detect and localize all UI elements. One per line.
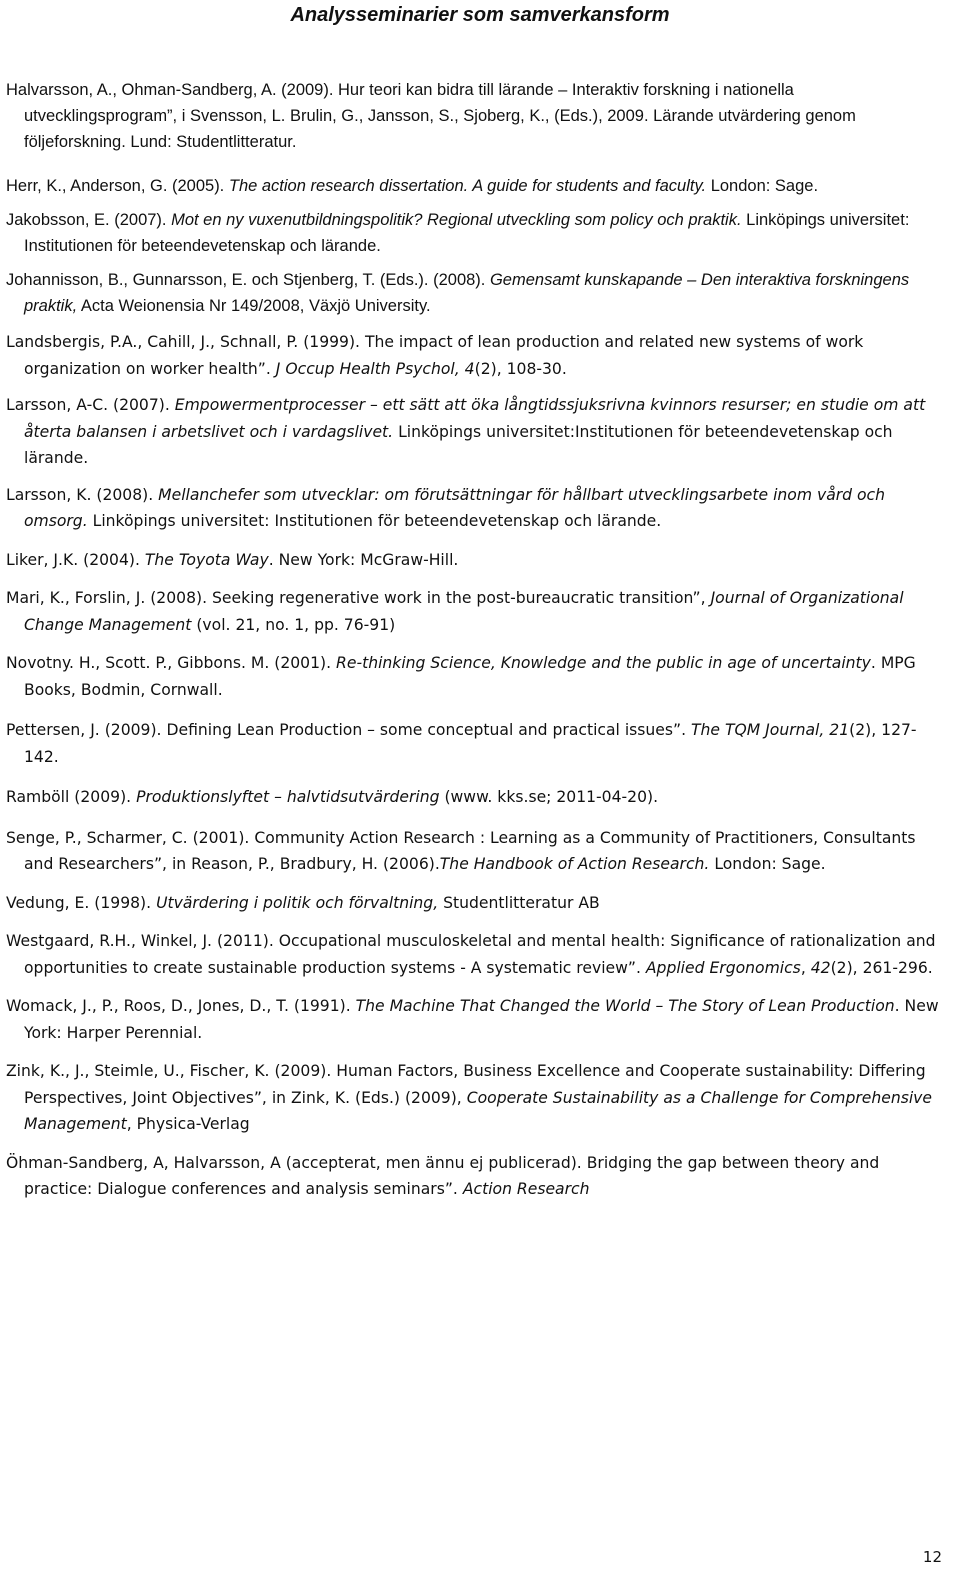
reference-entry <box>6 928 946 981</box>
reference-entry <box>6 993 946 1046</box>
reference-title-italic: Cooperate Sustainability as a Challenge for Comprehensive Management <box>24 1088 932 1133</box>
reference-title-italic: The Toyota Way <box>144 550 269 569</box>
reference-text: Halvarsson, A., Ohman-Sandberg, A. (2009). Hur teori kan bidra till lärande – Interaktiv forskning i nationella utvecklingsprogram”, i Svensson, L. Brulin, G., Jansson, S., Sjoberg, K., (Eds.), 2009. Lärande utvärdering genom följeforskning. Lund: Studentlitteratur. <box>6 81 856 151</box>
reference-entry <box>6 482 946 535</box>
reference-entry <box>6 267 946 319</box>
reference-title-italic: 42 <box>810 958 831 977</box>
reference-entry <box>6 77 946 155</box>
reference-text: Senge, P., Scharmer, C. (2001). Community Action Research : Learning as a Community of Practitioners, Consultants and Researchers”, in Reason, P., Bradbury, H. (2006). <box>6 828 916 873</box>
reference-entry <box>6 890 946 917</box>
reference-text: Westgaard, R.H., Winkel, J. (2011). Occupational musculoskeletal and mental health: Significance of rationalization and opportunities to create sustainable production systems - A systematic review”. <box>6 932 936 977</box>
reference-text: . New York: Harper Perennial. <box>24 997 939 1042</box>
reference-title-italic: The action research dissertation. A guide for students and faculty. <box>228 177 707 195</box>
reference-title-italic: Journal of Organizational Change Management <box>24 589 904 634</box>
reference-text: (2), 108-30. <box>474 359 567 378</box>
reference-text: London: Sage. <box>706 177 819 195</box>
reference-title-italic: Applied Ergonomics <box>645 958 801 977</box>
reference-entry <box>6 392 946 472</box>
reference-entry <box>6 585 946 638</box>
reference-title-italic: Action Research <box>462 1180 590 1198</box>
reference-text: (vol. 21, no. 1, pp. 76-91) <box>191 615 396 634</box>
reference-entry <box>6 173 946 199</box>
reference-text: Larsson, K. (2008). <box>6 485 159 504</box>
reference-list <box>6 77 946 1215</box>
reference-title-italic: Produktionslyftet – halvtidsutvärdering <box>136 788 440 806</box>
reference-title-italic: The Machine That Changed the World – The Story of Lean Production <box>355 997 895 1015</box>
reference-text: . MPG Books, Bodmin, Cornwall. <box>24 654 916 699</box>
reference-text: Linköpings universitet:Institutionen för beteendevetenskap och lärande. <box>24 422 893 467</box>
reference-title-italic: Mellanchefer som utvecklar: om förutsättningar för hållbart utvecklingsarbete inom vård och omsorg. <box>24 485 886 530</box>
reference-text: Jakobsson, E. (2007). <box>6 211 172 229</box>
reference-text: London: Sage. <box>709 855 826 873</box>
page-number: 12 <box>922 1548 942 1566</box>
reference-text: Larsson, A-C. (2007). <box>6 396 175 414</box>
reference-text: Vedung, E. (1998). <box>6 893 157 912</box>
reference-entry <box>6 329 946 382</box>
reference-title-italic: The TQM Journal, 21 <box>691 721 850 739</box>
reference-entry <box>6 784 946 811</box>
reference-text: Ramböll (2009). <box>6 788 137 806</box>
reference-text: Linköpings universitet: Institutionen för beteendevetenskap och lärande. <box>24 211 910 255</box>
reference-text: , <box>800 958 811 977</box>
reference-text: Herr, K., Anderson, G. (2005). <box>6 177 229 195</box>
reference-text: (2), 261-296. <box>830 958 933 977</box>
reference-entry <box>6 825 946 878</box>
reference-text: Liker, J.K. (2004). <box>6 550 145 569</box>
reference-title-italic: Utvärdering i politik och förvaltning, <box>156 893 439 912</box>
reference-text: Novotny. H., Scott. P., Gibbons. M. (2001). <box>6 654 337 672</box>
running-header: Analysseminarier som samverkansform <box>290 4 670 26</box>
reference-entry <box>6 547 946 574</box>
reference-entry <box>6 207 946 259</box>
reference-text: Womack, J., P., Roos, D., Jones, D., T. (1991). <box>6 997 356 1015</box>
reference-text: Acta Weionensia Nr 149/2008, Växjö University. <box>77 297 431 315</box>
reference-entry <box>6 1058 946 1138</box>
reference-entry <box>6 650 946 703</box>
reference-entry <box>6 717 946 770</box>
reference-title-italic: Re-thinking Science, Knowledge and the public in age of uncertainty <box>336 654 871 672</box>
reference-title-italic: Gemensamt kunskapande – Den interaktiva forskningens praktik, <box>24 271 910 315</box>
reference-title-italic: Empowermentprocesser – ett sätt att öka långtidssjuksrivna kvinnors resurser; en studie om att återta balansen i arbetslivet och i vardagslivet. <box>24 396 926 441</box>
reference-text: (2), 127-142. <box>24 721 917 766</box>
reference-text: (www. kks.se; 2011-04-20). <box>439 788 659 806</box>
reference-text: Linköpings universitet: Institutionen för beteendevetenskap och lärande. <box>87 512 662 530</box>
reference-entry <box>6 1150 946 1203</box>
reference-title-italic: The Handbook of Action Research. <box>439 855 710 873</box>
reference-text: Mari, K., Forslin, J. (2008). Seeking regenerative work in the post-bureaucratic transition”, <box>6 589 711 607</box>
reference-title-italic: J Occup Health Psychol, 4 <box>275 359 475 378</box>
reference-title-italic: Mot en ny vuxenutbildningspolitik? Regional utveckling som policy och praktik. <box>171 211 742 229</box>
reference-text: Landsbergis, P.A., Cahill, J., Schnall, P. (1999). The impact of lean production and related new systems of work organization on worker health”. <box>6 333 864 378</box>
reference-text: Johannisson, B., Gunnarsson, E. och Stjenberg, T. (Eds.). (2008). <box>6 271 490 289</box>
reference-text: Öhman-Sandberg, A, Halvarsson, A (accepterat, men ännu ej publicerad). Bridging the gap between theory and practice: Dialogue conferences and analysis seminars”. <box>6 1153 880 1198</box>
reference-text: , Physica-Verlag <box>126 1115 250 1133</box>
reference-text: . New York: McGraw-Hill. <box>268 550 459 569</box>
reference-text: Zink, K., J., Steimle, U., Fischer, K. (2009). Human Factors, Business Excellence and Cooperate sustainability: Differing Perspectives, Joint Objectives”, in Zink, K. (Eds.) (2009), <box>6 1062 926 1107</box>
reference-text: Pettersen, J. (2009). Defining Lean Production – some conceptual and practical issues”. <box>6 721 692 739</box>
reference-text: Studentlitteratur AB <box>438 893 600 912</box>
